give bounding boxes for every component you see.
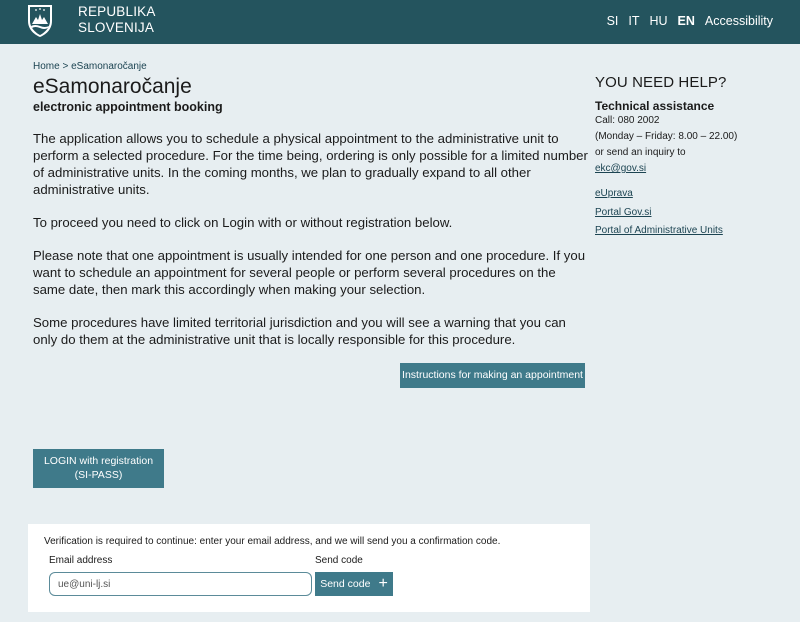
help-inquiry-text: or send an inquiry to	[595, 147, 686, 158]
intro-paragraph-4: Some procedures have limited territorial jurisdiction and you will see a warning that you can only do them at the administrative unit that is locally responsible for this procedure.	[33, 315, 566, 347]
lang-si[interactable]: SI	[606, 14, 619, 28]
email-field[interactable]	[49, 572, 312, 596]
help-panel	[595, 74, 785, 241]
lang-it[interactable]: IT	[628, 14, 640, 28]
login-button-line-1: LOGIN with registration	[43, 455, 154, 467]
top-bar	[0, 0, 800, 44]
page-title: eSamonaročanje	[33, 75, 192, 98]
link-portal-gov[interactable]: Portal Gov.si	[595, 206, 652, 218]
send-code-label: Send code	[315, 555, 363, 566]
lang-hu[interactable]: HU	[649, 14, 668, 28]
page-subtitle: electronic appointment booking	[33, 100, 223, 114]
login-button-line-2: (SI-PASS)	[74, 469, 123, 481]
intro-paragraph-1: The application allows you to schedule a physical appointment to the administrative unit to perform a selected procedure. For the time being, ordering is only possible for a limited number of administrative units. In the coming months, we plan to gradually expand to all other administrative units.	[33, 131, 588, 197]
language-switcher	[607, 14, 773, 28]
verification-text: Verification is required to continue: enter your email address, and we will send you a confirmation code.	[44, 536, 501, 547]
breadcrumb-home[interactable]: Home	[33, 61, 60, 72]
help-email-link[interactable]: ekc@gov.si	[595, 163, 647, 174]
technical-assistance-heading: Technical assistance	[595, 99, 715, 113]
send-code-button-label: Send code	[320, 578, 371, 590]
coat-of-arms-icon	[27, 4, 53, 37]
login-registration-button[interactable]	[33, 449, 164, 488]
email-label: Email address	[49, 555, 113, 566]
link-portal-administrative-units[interactable]: Portal of Administrative Units	[595, 225, 723, 236]
brand-name[interactable]	[78, 4, 156, 36]
breadcrumb-current[interactable]: eSamonaročanje	[71, 61, 147, 72]
plus-icon: +	[378, 575, 388, 592]
link-euprava[interactable]: eUprava	[595, 188, 633, 199]
help-hours: (Monday – Friday: 8.00 – 22.00)	[595, 131, 738, 142]
verification-panel	[28, 524, 590, 612]
brand-line-1: REPUBLIKA	[78, 4, 156, 19]
send-code-button[interactable]	[315, 572, 393, 596]
brand-line-2: SLOVENIJA	[78, 20, 155, 35]
help-heading: YOU NEED HELP?	[595, 74, 727, 91]
intro-paragraph-2: To proceed you need to click on Login with or without registration below.	[33, 215, 453, 230]
intro-text	[33, 130, 588, 364]
intro-paragraph-3: Please note that one appointment is usually intended for one person and one procedure. If you want to schedule an appointment for several people or perform several procedures on the same date, then mark this accordingly when making your selection.	[33, 248, 586, 297]
breadcrumb-separator: >	[62, 61, 69, 72]
help-links	[595, 185, 785, 241]
instructions-button[interactable]: Instructions for making an appointment	[400, 363, 585, 388]
accessibility-link[interactable]: Accessibility	[704, 14, 773, 28]
help-phone: Call: 080 2002	[595, 115, 660, 126]
lang-en[interactable]: EN	[677, 14, 695, 28]
breadcrumb	[33, 61, 147, 72]
